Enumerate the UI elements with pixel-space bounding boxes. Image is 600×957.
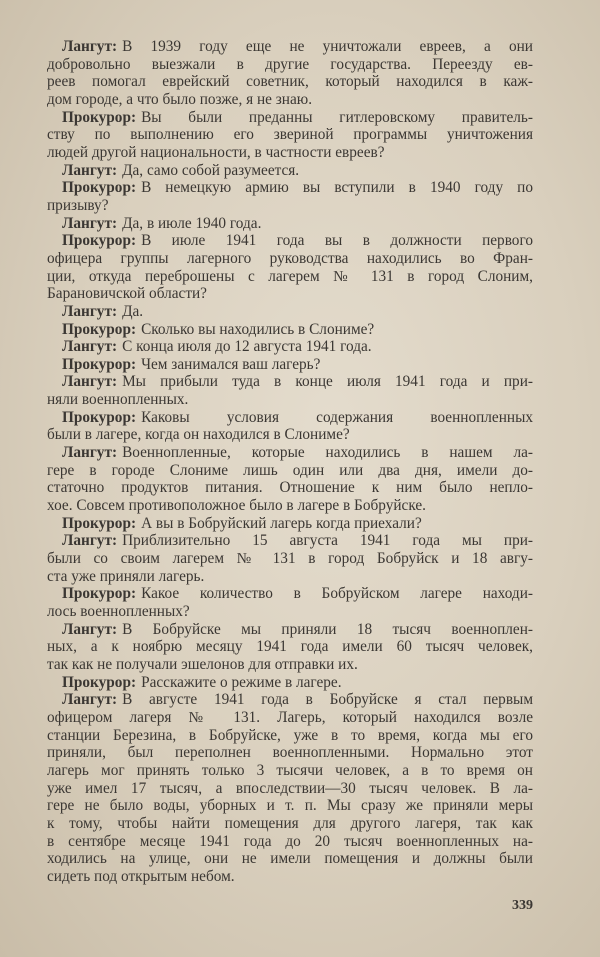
- line-text: сидеть под открытым небом.: [47, 867, 235, 885]
- dialogue-paragraph: [47, 303, 533, 321]
- speaker-label: Прокурор:: [62, 108, 137, 126]
- line-text: так как не получали эшелонов для отправки их.: [47, 655, 358, 673]
- line-text: Сколько вы находились в Слониме?: [141, 320, 375, 338]
- speaker-label: Лангут:: [62, 38, 118, 55]
- dialogue-paragraph: [47, 109, 533, 162]
- text-line: [47, 179, 533, 197]
- speaker-label: Прокурор:: [62, 514, 137, 532]
- text-line: [47, 391, 533, 409]
- line-text: В июле 1941 года вы в должности первого: [141, 232, 533, 250]
- text-line: [47, 744, 533, 762]
- line-text: были в лагере, когда он находился в Слониме?: [47, 426, 350, 444]
- speaker-label: Лангут:: [62, 373, 118, 391]
- speaker-label: Лангут:: [62, 620, 118, 638]
- speaker-label: Лангут:: [62, 338, 118, 356]
- line-text: ходились на улице, они не имели помещения и должны были: [47, 850, 533, 868]
- line-text: Да, в июле 1940 года.: [122, 214, 262, 232]
- text-line: [47, 532, 533, 550]
- speaker-label: Лангут:: [62, 161, 118, 179]
- line-text: Какое количество в Бобруйском лагере находи-: [141, 585, 533, 603]
- dialogue-paragraph: [47, 179, 533, 214]
- line-text: дом городе, а что было позже, я не знаю.: [47, 90, 313, 108]
- dialogue-paragraph: [47, 674, 533, 692]
- line-text: лось военнопленных?: [47, 603, 190, 620]
- text-line: [47, 603, 533, 621]
- text-line: [47, 850, 533, 868]
- line-text: Барановичской области?: [47, 285, 207, 303]
- dialogue-paragraph: [47, 38, 533, 109]
- text-line: [47, 444, 533, 462]
- line-text: уже имел 17 тысяч, а впоследствии—30 тысяч человек. В ла-: [47, 779, 533, 797]
- line-text: хое. Совсем противоположное было в лагере в Бобруйске.: [47, 497, 427, 515]
- line-text: ных, а к ноябрю месяцу 1941 года имели 60 тысяч человек,: [47, 638, 533, 656]
- text-line: [47, 426, 533, 444]
- line-text: Чем занимался ваш лагерь?: [141, 355, 321, 373]
- page-number: 339: [512, 898, 533, 913]
- line-text: В Бобруйске мы приняли 18 тысяч военноплен-: [122, 620, 533, 638]
- text-line: [47, 780, 533, 798]
- speaker-label: Прокурор:: [62, 585, 137, 603]
- text-line: [47, 197, 533, 215]
- text-line: [47, 515, 533, 533]
- speaker-label: Прокурор:: [62, 355, 137, 373]
- text-line: [47, 868, 533, 886]
- text-line: [47, 285, 533, 303]
- dialogue-paragraph: [47, 215, 533, 233]
- line-text: призыву?: [47, 196, 109, 214]
- text-line: [47, 550, 533, 568]
- text-line: [47, 73, 533, 91]
- speaker-label: Прокурор:: [62, 179, 137, 197]
- line-text: добровольно выезжали в другие государства. Переезду ев-: [47, 55, 533, 73]
- text-line: [47, 727, 533, 745]
- dialogue-paragraph: [47, 621, 533, 674]
- line-text: В немецкую армию вы вступили в 1940 году по: [141, 179, 533, 197]
- line-text: были со своим лагерем № 131 в город Бобруйск и 18 авгу-: [47, 550, 533, 568]
- speaker-label: Лангут:: [62, 302, 118, 320]
- text-line: [47, 303, 533, 321]
- text-line: [47, 91, 533, 109]
- line-text: ции, откуда переброшены с лагерем № 131 в город Слоним,: [47, 267, 533, 285]
- line-text: в сентябре месяце 1941 года до 20 тысяч военнопленных на-: [47, 832, 533, 850]
- text-line: [47, 638, 533, 656]
- line-text: офицера группы лагерного руководства находились во Фран-: [47, 249, 533, 267]
- line-text: Да, само собой разумеется.: [122, 161, 300, 179]
- text-line: [47, 568, 533, 586]
- line-text: Расскажите о режиме в лагере.: [141, 673, 342, 691]
- dialogue-paragraph: [47, 532, 533, 585]
- line-text: реев помогал еврейский советник, который находился в каж-: [47, 73, 533, 91]
- line-text: станции Березина, в Бобруйске, уже в то время, когда мы его: [47, 726, 533, 744]
- line-text: А вы в Бобруйский лагерь когда приехали?: [141, 514, 422, 532]
- text-line: [47, 497, 533, 515]
- text-line: [47, 797, 533, 815]
- speaker-label: Прокурор:: [62, 320, 137, 338]
- line-text: Вы были преданны гитлеровскому правитель-: [141, 108, 533, 126]
- text-line: [47, 215, 533, 233]
- line-text: В 1939 году еще не уничтожали евреев, а они: [122, 38, 533, 55]
- text-line: [47, 815, 533, 833]
- line-text: Каковы условия содержания военнопленных: [141, 408, 533, 426]
- text-line: [47, 656, 533, 674]
- dialogue-paragraph: [47, 373, 533, 408]
- dialogue-paragraph: [47, 321, 533, 339]
- line-text: людей другой национальности, в частности евреев?: [47, 143, 385, 161]
- line-text: статочно продуктов питания. Отношение к ним было непло-: [47, 479, 533, 497]
- speaker-label: Прокурор:: [62, 408, 137, 426]
- dialogue-paragraph: [47, 356, 533, 374]
- line-text: гере не было воды, уборных и т. п. Мы сразу же приняли меры: [47, 797, 533, 815]
- dialogue-paragraph: [47, 585, 533, 620]
- text-line: [47, 162, 533, 180]
- text-line: [47, 109, 533, 127]
- speaker-label: Лангут:: [62, 532, 118, 550]
- dialogue-paragraph: [47, 444, 533, 515]
- line-text: к тому, чтобы найти помещения для другого лагеря, так как: [47, 814, 533, 832]
- dialogue-paragraph: [47, 409, 533, 444]
- speaker-label: Прокурор:: [62, 232, 137, 250]
- text-line: [47, 321, 533, 339]
- line-text: В августе 1941 года в Бобруйске я стал первым: [122, 691, 533, 709]
- text-line: [47, 356, 533, 374]
- line-text: приняли, был переполнен военнопленными. Нормально этот: [47, 744, 533, 762]
- dialogue-paragraph: [47, 691, 533, 885]
- text-line: [47, 621, 533, 639]
- dialogue-paragraph: [47, 162, 533, 180]
- text-line: [47, 585, 533, 603]
- line-text: ста уже приняли лагерь.: [47, 567, 205, 585]
- line-text: лагерь мог принять только 3 тысячи человек, а в то время он: [47, 761, 533, 779]
- text-line: [47, 338, 533, 356]
- speaker-label: Лангут:: [62, 214, 118, 232]
- book-page-text: [47, 38, 533, 886]
- line-text: гере в городе Слониме лишь один или два дня, имели до-: [47, 461, 533, 479]
- text-line: [47, 268, 533, 286]
- speaker-label: Лангут:: [62, 444, 118, 462]
- text-line: [47, 674, 533, 692]
- text-line: [47, 833, 533, 851]
- speaker-label: Лангут:: [62, 691, 118, 709]
- text-line: [47, 709, 533, 727]
- text-line: [47, 38, 533, 56]
- text-line: [47, 691, 533, 709]
- text-line: [47, 250, 533, 268]
- speaker-label: Прокурор:: [62, 673, 137, 691]
- line-text: Мы прибыли туда в конце июля 1941 года и при-: [122, 373, 533, 391]
- text-line: [47, 409, 533, 427]
- line-text: ству по выполнению его звериной программы уничтожения: [47, 126, 533, 144]
- line-text: Военнопленные, которые находились в нашем ла-: [122, 444, 533, 462]
- text-line: [47, 462, 533, 480]
- line-text: офицером лагеря № 131. Лагерь, который находился возле: [47, 708, 533, 726]
- line-text: С конца июля до 12 августа 1941 года.: [122, 338, 372, 356]
- text-line: [47, 144, 533, 162]
- line-text: Да.: [122, 302, 144, 320]
- text-line: [47, 126, 533, 144]
- text-line: [47, 232, 533, 250]
- dialogue-paragraph: [47, 515, 533, 533]
- text-line: [47, 56, 533, 74]
- text-line: [47, 762, 533, 780]
- dialogue-paragraph: [47, 232, 533, 303]
- line-text: Приблизительно 15 августа 1941 года мы при-: [122, 532, 533, 550]
- text-line: [47, 479, 533, 497]
- line-text: няли военнопленных.: [47, 391, 189, 409]
- dialogue-paragraph: [47, 338, 533, 356]
- text-line: [47, 373, 533, 391]
